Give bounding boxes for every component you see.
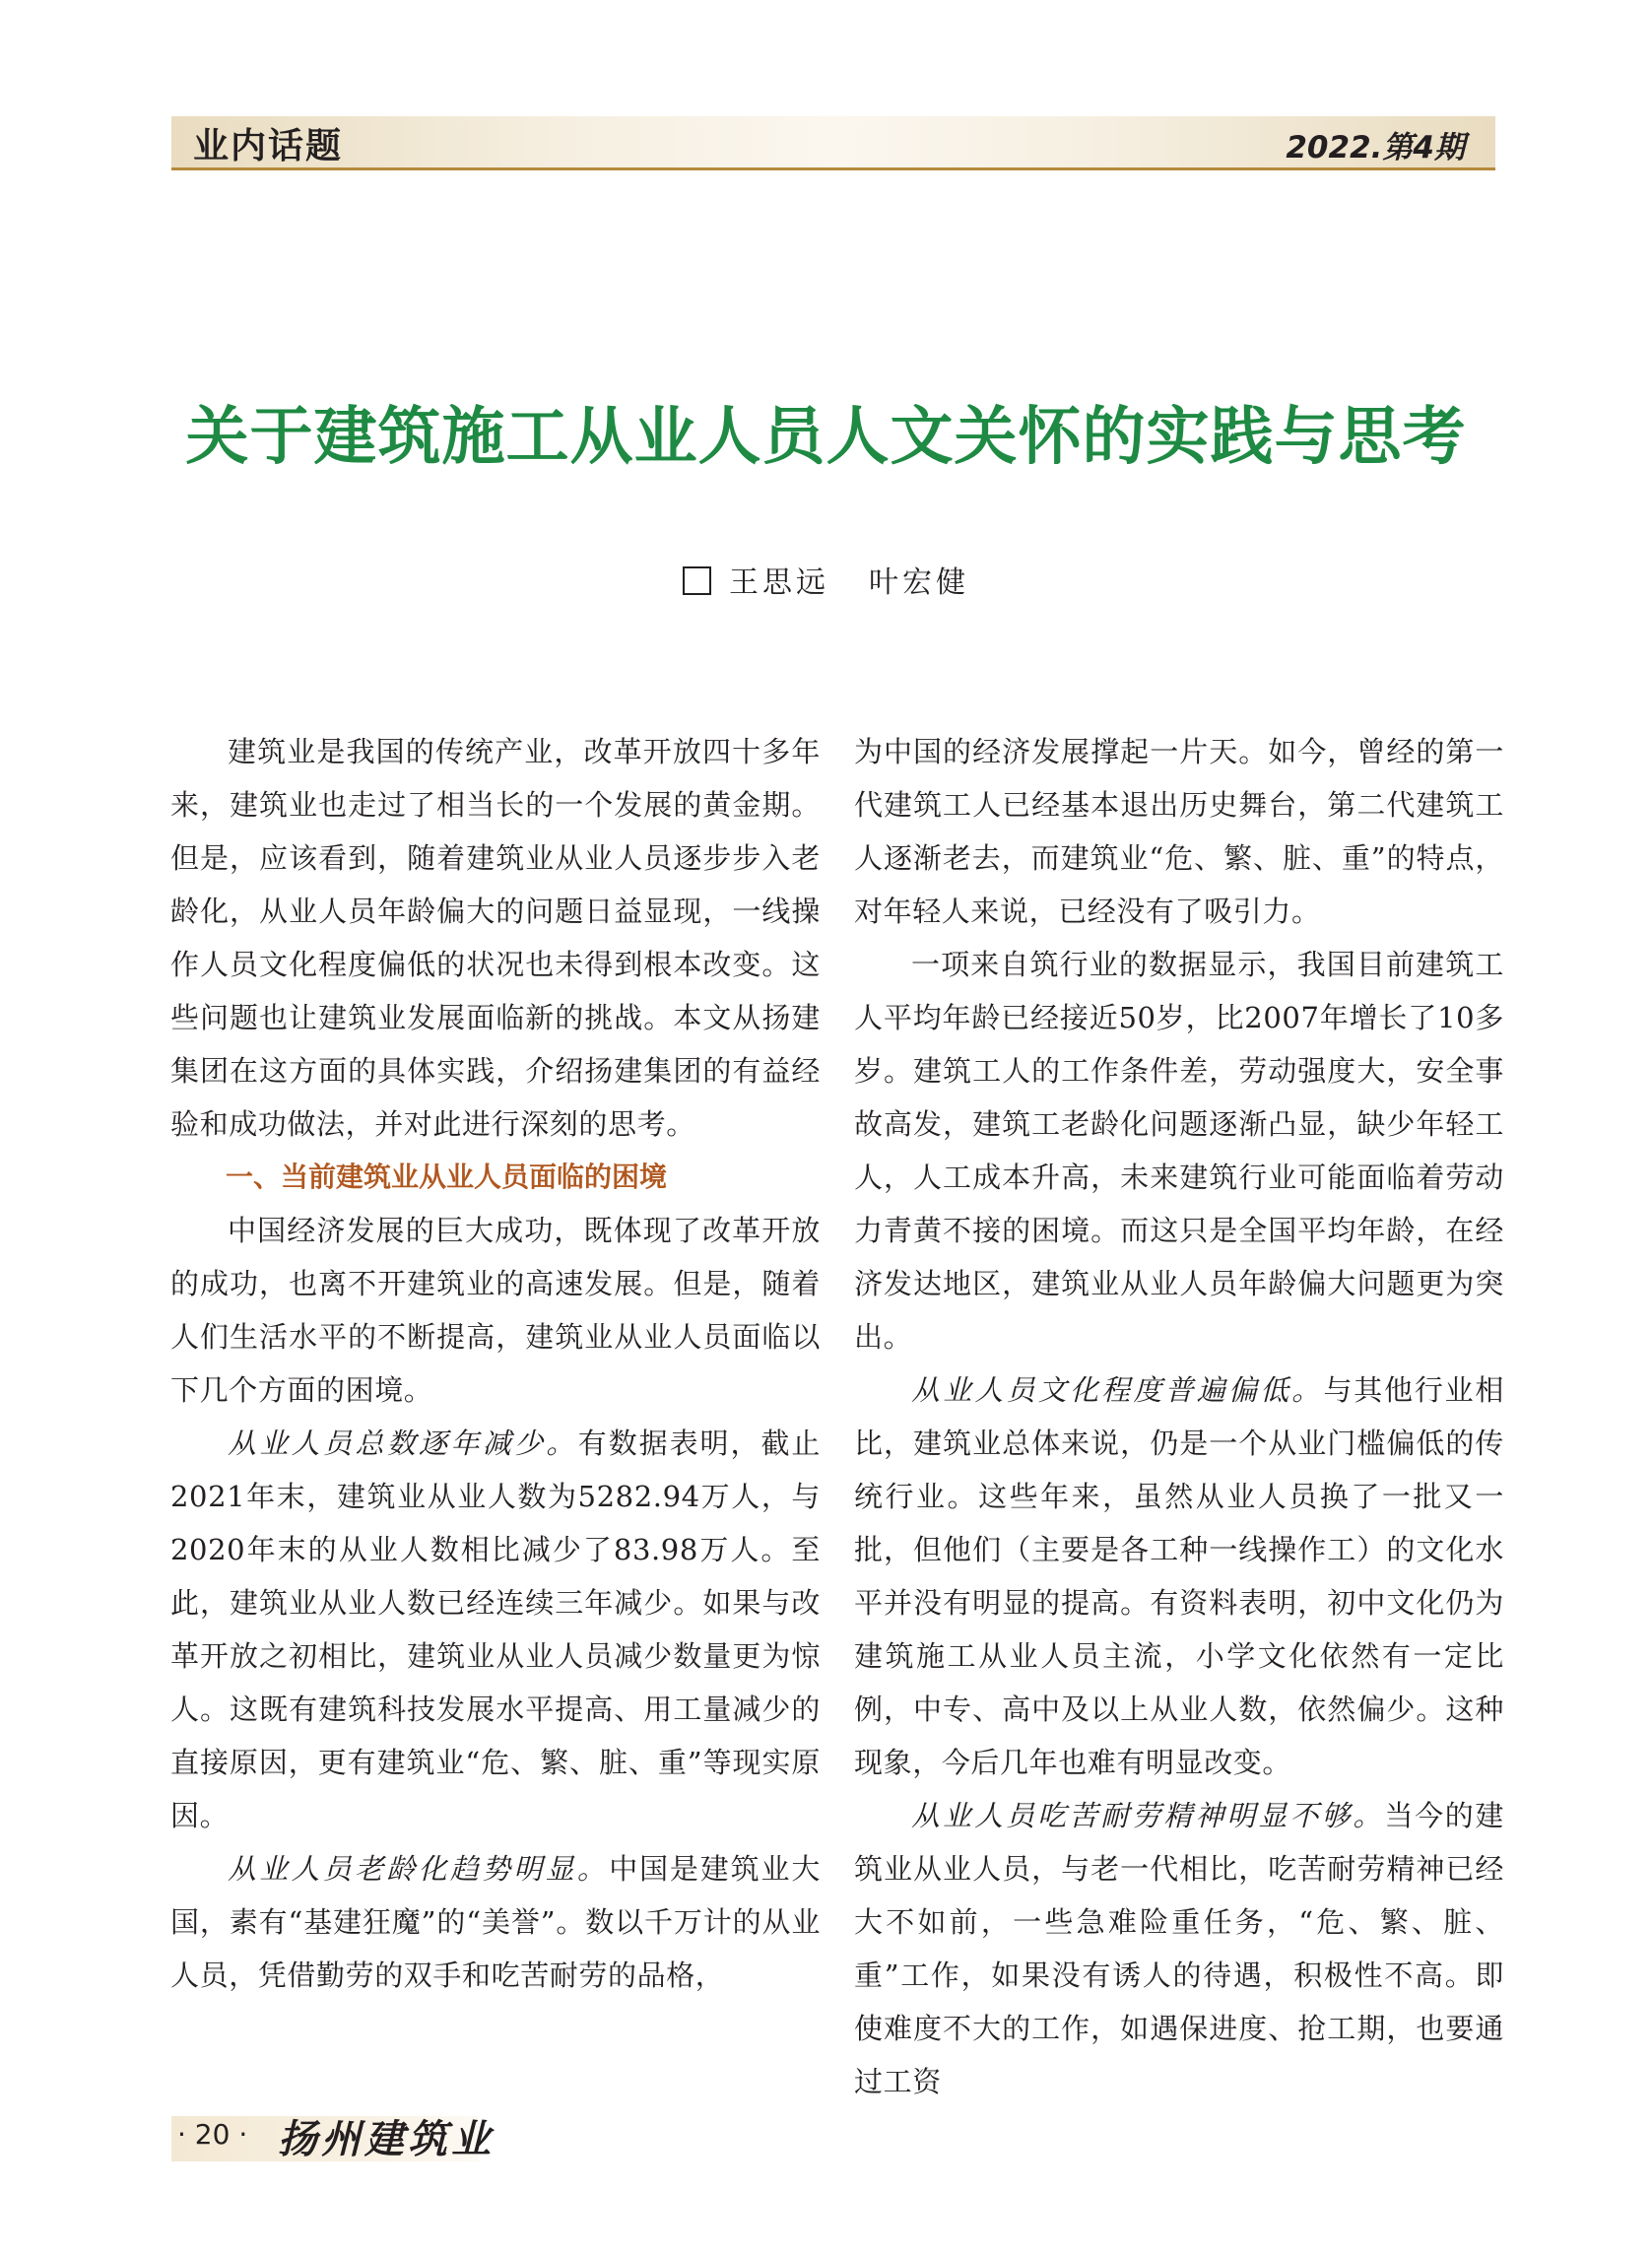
paragraph: 为中国的经济发展撑起一片天。如今，曾经的第一代建筑工人已经基本退出历史舞台，第二代建筑工人逐渐老去，而建筑业“危、繁、脏、重”的特点，对年轻人来说，已经没有了吸引力。: [854, 735, 1504, 928]
paragraph: [170, 1417, 821, 1842]
author-name: 叶宏健: [869, 565, 969, 600]
paragraph: [854, 1363, 1504, 1789]
paragraph-lead: 从业人员总数逐年减少。: [228, 1427, 578, 1460]
page-number: · 20 ·: [177, 2118, 248, 2151]
left-column: [170, 725, 821, 2002]
section-label: 业内话题: [193, 126, 344, 166]
paragraph: 中国经济发展的巨大成功，既体现了改革开放的成功，也离不开建筑业的高速发展。但是，随着人们生活水平的不断提高，建筑业从业人员面临以下几个方面的困境。: [170, 1214, 821, 1407]
header-rule: [171, 167, 1495, 170]
paragraph-lead: 从业人员文化程度普遍偏低。: [911, 1373, 1324, 1407]
author-name: 王思远: [729, 565, 829, 600]
paragraph-text: 中国是建筑业大国，素有“基建狂魔”的“美誉”。数以千万计的从业人员，凭借勤劳的双手和吃苦耐劳的品格，: [170, 1852, 821, 1992]
magazine-logo: 扬州建筑业: [278, 2116, 495, 2162]
paragraph-lead: 从业人员吃苦耐劳精神明显不够。: [911, 1799, 1385, 1832]
paragraph-lead: 从业人员老龄化趋势明显。: [228, 1852, 610, 1886]
article-title: 关于建筑施工从业人员人文关怀的实践与思考: [185, 400, 1467, 474]
paragraph: 一项来自筑行业的数据显示，我国目前建筑工人平均年龄已经接近50岁，比2007年增长了10多岁。建筑工人的工作条件差，劳动强度大，安全事故高发，建筑工老龄化问题逐渐凸显，缺少年轻工人，人工成本升高，未来建筑行业可能面临着劳动力青黄不接的困境。而这只是全国平均年龄，在经济发达地区，建筑业从业人员年龄偏大问题更为突出。: [854, 948, 1504, 1354]
issue-label: 2022.第4期: [1286, 130, 1465, 166]
byline: [0, 558, 1652, 601]
paragraph-text: 与其他行业相比，建筑业总体来说，仍是一个从业门槛偏低的传统行业。这些年来，虽然从业人员换了一批又一批，但他们（主要是各工种一线操作工）的文化水平并没有明显的提高。有资料表明，初中文化仍为建筑施工从业人员主流，小学文化依然有一定比例，中专、高中及以上从业人数，依然偏少。这种现象，今后几年也难有明显改变。: [854, 1373, 1504, 1779]
paragraph: 建筑业是我国的传统产业，改革开放四十多年来，建筑业也走过了相当长的一个发展的黄金期。但是，应该看到，随着建筑业从业人员逐步步入老龄化，从业人员年龄偏大的问题日益显现，一线操作人员文化程度偏低的状况也未得到根本改变。这些问题也让建筑业发展面临新的挑战。本文从扬建集团在这方面的具体实践，介绍扬建集团的有益经验和成功做法，并对此进行深刻的思考。: [170, 735, 821, 1141]
paragraph-text: 当今的建筑业从业人员，与老一代相比，吃苦耐劳精神已经大不如前，一些急难险重任务，“危、繁、脏、重”工作，如果没有诱人的待遇，积极性不高。即使难度不大的工作，如遇保进度、抢工期，也要通过工资: [854, 1799, 1504, 2098]
paragraph: [170, 1842, 821, 2002]
section-heading: 一、当前建筑业从业人员面临的困境: [226, 1161, 668, 1193]
byline-box-icon: [683, 566, 711, 595]
paragraph-text: 有数据表明，截止2021年末，建筑业从业人数为5282.94万人，与2020年末的从业人数相比减少了83.98万人。至此，建筑业从业人数已经连续三年减少。如果与改革开放之初相比，建筑业从业人员减少数量更为惊人。这既有建筑科技发展水平提高、用工量减少的直接原因，更有建筑业“危、繁、脏、重”等现实原因。: [170, 1427, 821, 1832]
paragraph: [854, 1789, 1504, 2108]
right-column: [854, 725, 1504, 2108]
